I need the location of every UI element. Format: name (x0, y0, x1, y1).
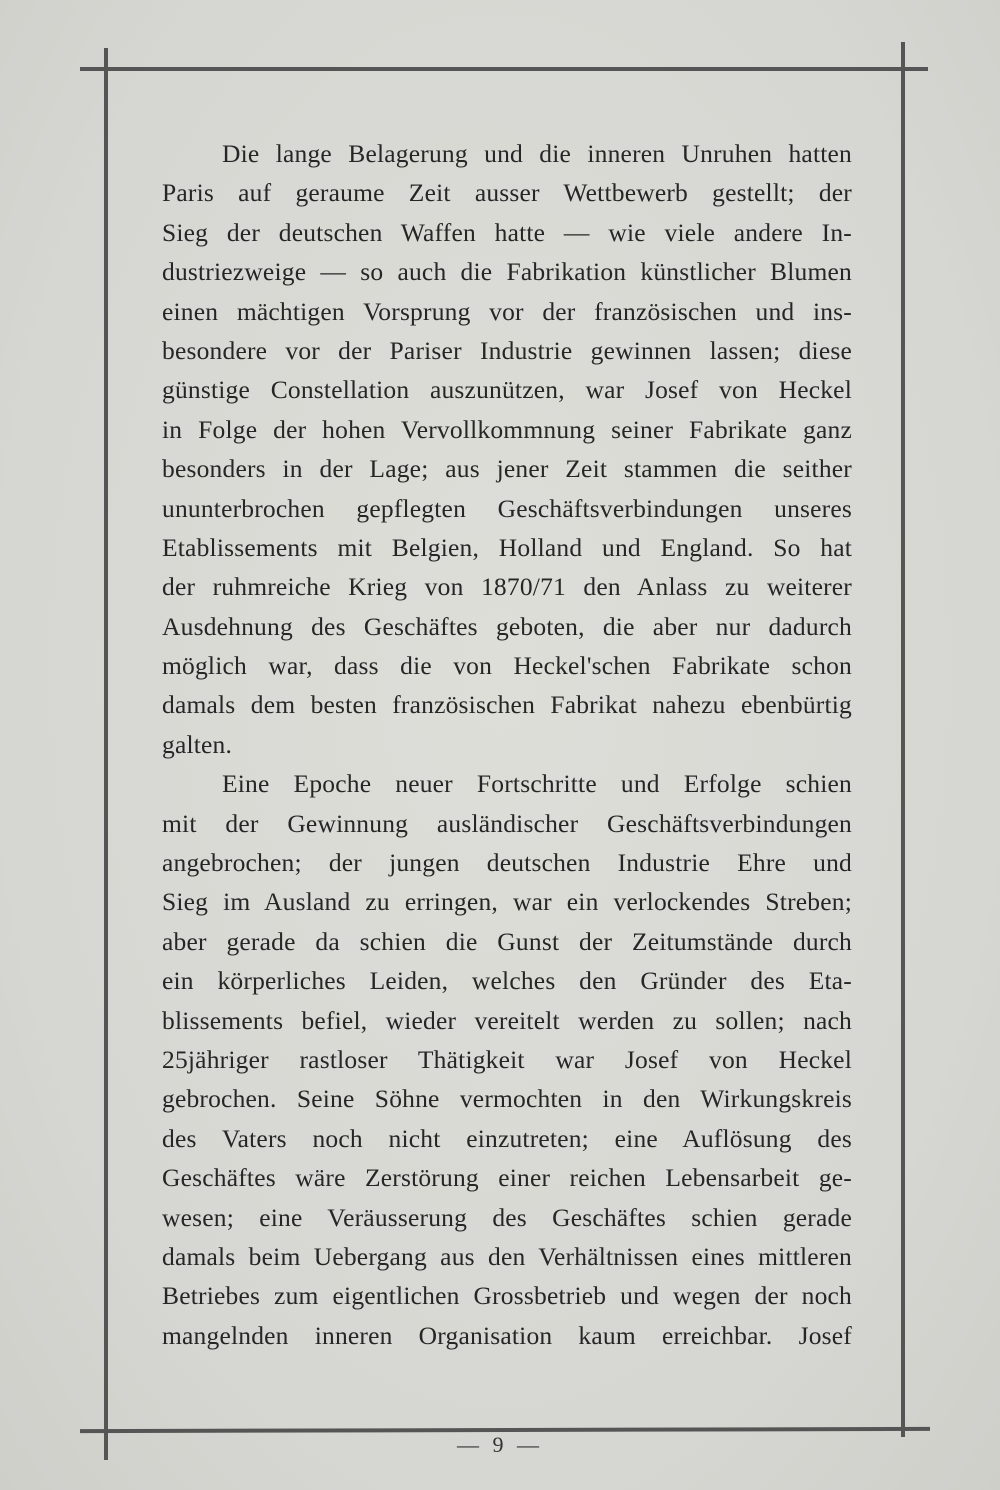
text-line: damals dem besten französischen Fabrikat nahezu ebenbürtig (162, 690, 852, 720)
text-line: Sieg im Ausland zu erringen, war ein verlockendes Streben; (162, 887, 852, 917)
frame-rule-left (104, 48, 108, 1460)
body-text (162, 134, 852, 1355)
text-line: Die lange Belagerung und die inneren Unruhen hatten (222, 139, 852, 168)
text-line: ein körperliches Leiden, welches den Gründer des Eta- (162, 966, 852, 996)
text-line: mangelnden inneren Organisation kaum erreichbar. Josef (162, 1320, 852, 1350)
text-line: Sieg der deutschen Waffen hatte — wie viele andere In- (162, 217, 852, 247)
text-line: wesen; eine Veräusserung des Geschäftes schien gerade (162, 1202, 852, 1232)
text-line: Etablissements mit Belgien, Holland und England. So hat (162, 532, 852, 562)
text-line: Paris auf geraume Zeit ausser Wettbewerb gestellt; der (162, 178, 852, 208)
text-line: besonders in der Lage; aus jener Zeit stammen die seither (162, 454, 852, 484)
text-line: angebrochen; der jungen deutschen Industrie Ehre und (162, 848, 852, 878)
frame-rule-right (901, 42, 905, 1437)
page-number: — 9 — (457, 1432, 543, 1457)
text-line: der ruhmreiche Krieg von 1870/71 den Anlass zu weiterer (162, 572, 852, 602)
text-line: mit der Gewinnung ausländischer Geschäftsverbindungen (162, 808, 852, 838)
text-line: des Vaters noch nicht einzutreten; eine Auflösung des (162, 1123, 852, 1153)
text-line: 25jähriger rastloser Thätigkeit war Josef von Heckel (162, 1044, 852, 1074)
text-line: Eine Epoche neuer Fortschritte und Erfolge schien (222, 769, 852, 799)
text-line: gebrochen. Seine Söhne vermochten in den Wirkungskreis (162, 1084, 852, 1114)
text-line: in Folge der hohen Vervollkommnung seiner Fabrikate ganz (162, 414, 852, 444)
text-line: Geschäftes wäre Zerstörung einer reichen Lebensarbeit ge- (162, 1163, 852, 1193)
text-line: Betriebes zum eigentlichen Grossbetrieb und wegen der noch (162, 1281, 852, 1311)
text-line: blissements befiel, wieder vereitelt werden zu sollen; nach (162, 1005, 852, 1035)
text-line: möglich war, dass die von Heckel'schen Fabrikate schon (162, 651, 852, 681)
text-line: ununterbrochen gepflegten Geschäftsverbindungen unseres (162, 493, 852, 523)
paragraph-2 (162, 764, 852, 1355)
text-line: aber gerade da schien die Gunst der Zeitumstände durch (162, 926, 852, 956)
text-line: besondere vor der Pariser Industrie gewinnen lassen; diese (162, 335, 852, 365)
text-line: Ausdehnung des Geschäftes geboten, die aber nur dadurch (162, 611, 852, 641)
text-line: günstige Constellation auszunützen, war Josef von Heckel (162, 375, 852, 405)
paragraph-1 (162, 134, 852, 764)
text-line: einen mächtigen Vorsprung vor der französischen und ins- (162, 296, 852, 326)
text-line: damals beim Uebergang aus den Verhältnissen eines mittleren (162, 1241, 852, 1271)
text-line: dustriezweige — so auch die Fabrikation künstlicher Blumen (162, 257, 852, 287)
frame-rule-top (80, 67, 928, 71)
text-line: galten. (162, 729, 233, 759)
